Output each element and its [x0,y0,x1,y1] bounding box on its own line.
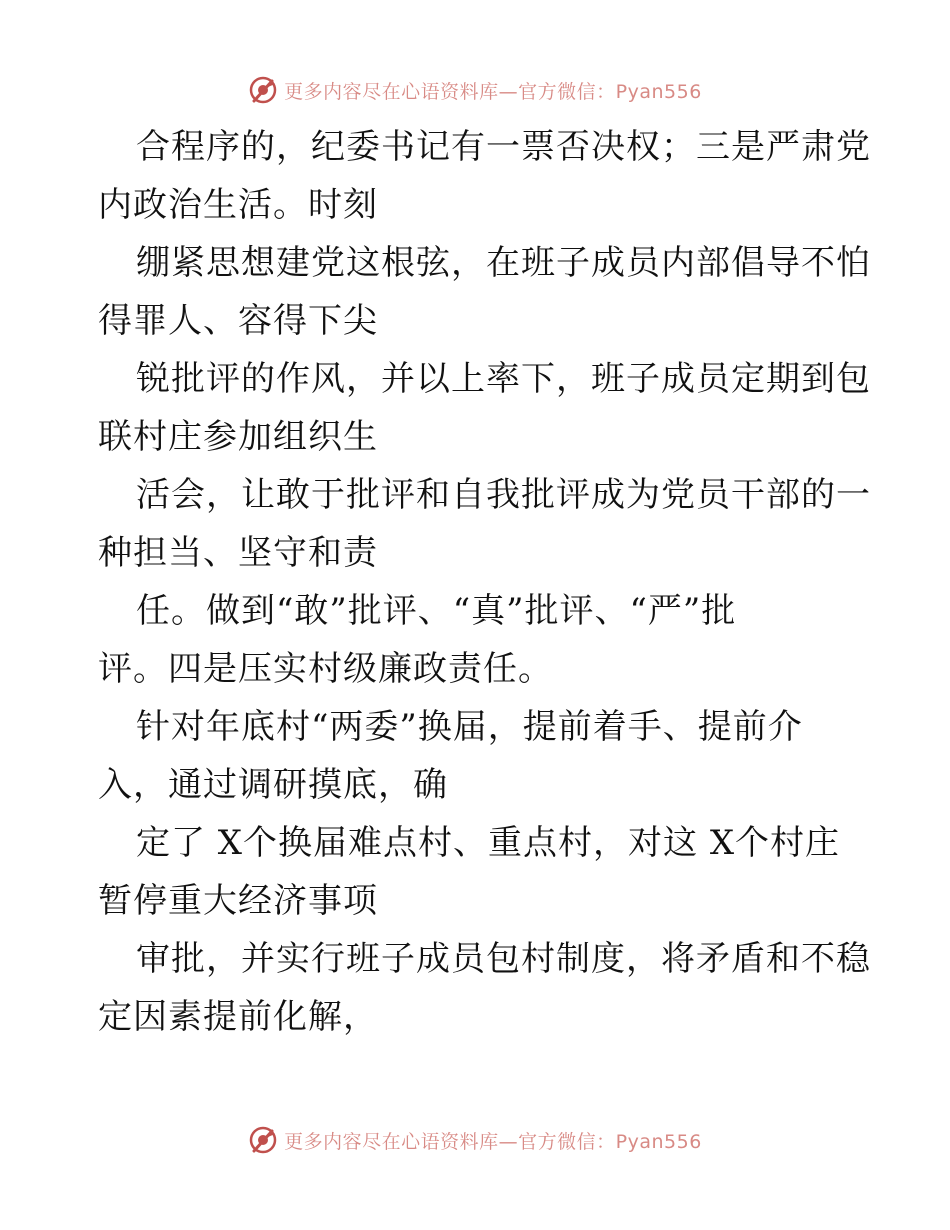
text-line: 得罪人、容得下尖 [98,301,378,341]
text-line: 活会，让敢于批评和自我批评成为党员干部的一 [136,475,871,515]
text-line: 合程序的，纪委书记有一票否决权；三是严肃党 [136,127,871,167]
text-line: 绷紧思想建党这根弦，在班子成员内部倡导不怕 [136,243,871,283]
text-line: 入，通过调研摸底，确 [98,765,448,805]
text-line: 针对年底村“两委”换届，提前着手、提前介 [136,707,803,747]
text-line: 评。四是压实村级廉政责任。 [98,649,553,689]
text-line: 定了 X个换届难点村、重点村，对这 X个村庄 [136,823,841,863]
text-line: 任。做到“敢”批评、“真”批评、“严”批 [136,591,737,631]
text-line: 锐批评的作风，并以上率下，班子成员定期到包 [136,359,871,399]
document-body [98,118,871,1046]
text-line: 种担当、坚守和责 [98,533,378,573]
watermark-text: 更多内容尽在心语资料库—官方微信：Pyan556 [284,80,702,103]
text-line: 暂停重大经济事项 [98,881,378,921]
footer-watermark [0,1118,950,1162]
text-line: 定因素提前化解， [98,997,378,1037]
quill-logo-icon [248,75,278,105]
text-line: 审批，并实行班子成员包村制度，将矛盾和不稳 [136,939,871,979]
header-watermark [0,68,950,112]
text-line: 联村庄参加组织生 [98,417,378,457]
text-line: 内政治生活。时刻 [98,185,378,225]
quill-logo-icon [248,1125,278,1155]
watermark-text: 更多内容尽在心语资料库—官方微信：Pyan556 [284,1130,702,1153]
